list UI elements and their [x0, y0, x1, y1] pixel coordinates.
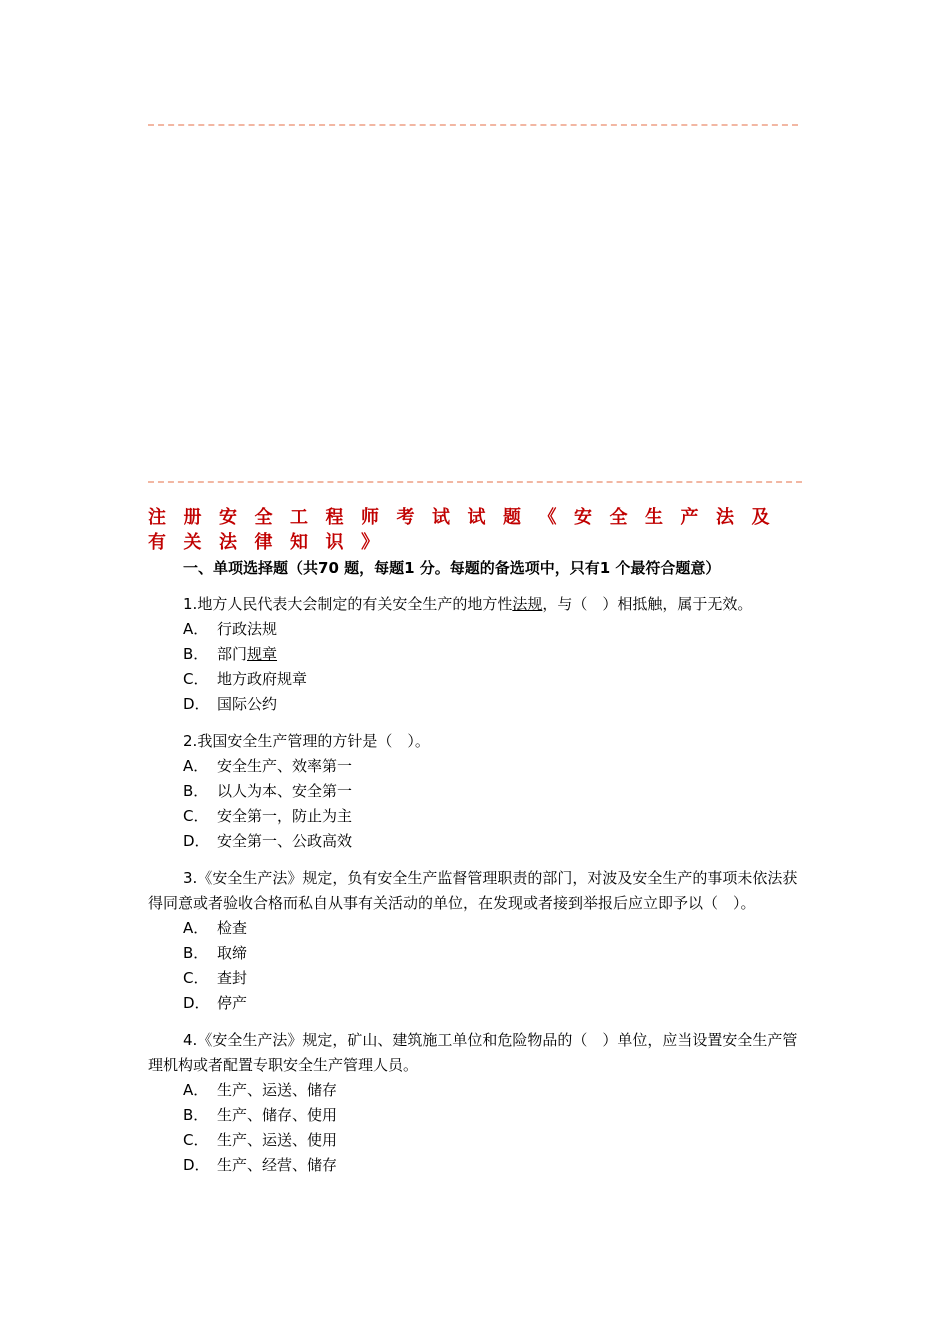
option-link-text: 规章 — [247, 645, 278, 663]
option-text: 安全第一，防止为主 — [217, 807, 353, 825]
stem-text: 《安全生产法》规定，负有安全生产监督管理职责的部门，对波及安全生产的事项未依法获得同意或者验收合格而私自从事有关活动的单位，在发现或者接到举报后应立即予以（ ）。 — [148, 869, 798, 912]
option-b — [148, 779, 812, 804]
option-text: 行政法规 — [217, 620, 278, 638]
second-dashed-divider — [148, 481, 802, 483]
option-text: 生产、储存、使用 — [217, 1106, 338, 1124]
option-a — [148, 617, 812, 642]
option-b — [148, 941, 812, 966]
option-letter: D． — [183, 994, 210, 1012]
option-text: 地方政府规章 — [217, 670, 308, 688]
option-letter: B． — [183, 645, 209, 663]
question-stem — [148, 866, 812, 916]
option-d — [148, 692, 812, 717]
option-letter: D． — [183, 1156, 210, 1174]
question-list — [148, 592, 812, 1190]
question-number: 2. — [183, 732, 198, 750]
option-letter: C． — [183, 1131, 209, 1149]
option-text: 取缔 — [217, 944, 248, 962]
option-letter: C． — [183, 670, 209, 688]
option-text: 安全生产、效率第一 — [217, 757, 353, 775]
stem-text: 《安全生产法》规定，矿山、建筑施工单位和危险物品的（ ）单位，应当设置安全生产管理机构或者配置专职安全生产管理人员。 — [148, 1031, 798, 1074]
option-text: 生产、经营、储存 — [217, 1156, 338, 1174]
option-text: 部门 — [217, 645, 248, 663]
option-letter: A． — [183, 1081, 209, 1099]
question-4 — [148, 1028, 812, 1178]
option-letter: B． — [183, 782, 209, 800]
option-letter: A． — [183, 919, 209, 937]
stem-link-text: 法规 — [512, 595, 543, 613]
option-a — [148, 916, 812, 941]
option-b — [148, 642, 812, 667]
option-letter: A． — [183, 757, 209, 775]
stem-text: 地方人民代表大会制定的有关安全生产的地方性 — [197, 595, 513, 613]
question-stem — [148, 729, 812, 754]
question-number: 3. — [183, 869, 198, 887]
question-1 — [148, 592, 812, 717]
option-letter: D． — [183, 695, 210, 713]
option-letter: C． — [183, 969, 209, 987]
option-d — [148, 1153, 812, 1178]
option-text: 安全第一、公政高效 — [217, 832, 353, 850]
option-a — [148, 754, 812, 779]
option-a — [148, 1078, 812, 1103]
question-3 — [148, 866, 812, 1016]
option-c — [148, 804, 812, 829]
option-letter: D． — [183, 832, 210, 850]
top-dashed-divider — [148, 124, 798, 126]
question-stem — [148, 1028, 812, 1078]
option-text: 查封 — [217, 969, 248, 987]
option-text: 检查 — [217, 919, 248, 937]
option-letter: B． — [183, 944, 209, 962]
option-text: 生产、运送、使用 — [217, 1131, 338, 1149]
question-number: 1. — [183, 595, 198, 613]
option-text: 生产、运送、储存 — [217, 1081, 338, 1099]
option-d — [148, 829, 812, 854]
document-title: 注册安全工程师考试试题《安全生产法及有关法律知识》 — [148, 507, 787, 553]
option-text: 国际公约 — [217, 695, 278, 713]
option-letter: C． — [183, 807, 209, 825]
option-c — [148, 966, 812, 991]
option-letter: A． — [183, 620, 209, 638]
section-heading: 一、单项选择题（共70 题，每题1 分。每题的备选项中，只有1 个最符合题意） — [183, 559, 721, 577]
question-2 — [148, 729, 812, 854]
stem-text: ，与（ ）相抵触，属于无效。 — [542, 595, 753, 613]
option-letter: B． — [183, 1106, 209, 1124]
option-text: 以人为本、安全第一 — [217, 782, 353, 800]
option-c — [148, 667, 812, 692]
option-c — [148, 1128, 812, 1153]
question-number: 4. — [183, 1031, 198, 1049]
question-stem — [148, 592, 812, 617]
option-d — [148, 991, 812, 1016]
option-b — [148, 1103, 812, 1128]
option-text: 停产 — [217, 994, 248, 1012]
stem-text: 我国安全生产管理的方针是（ ）。 — [197, 732, 430, 750]
